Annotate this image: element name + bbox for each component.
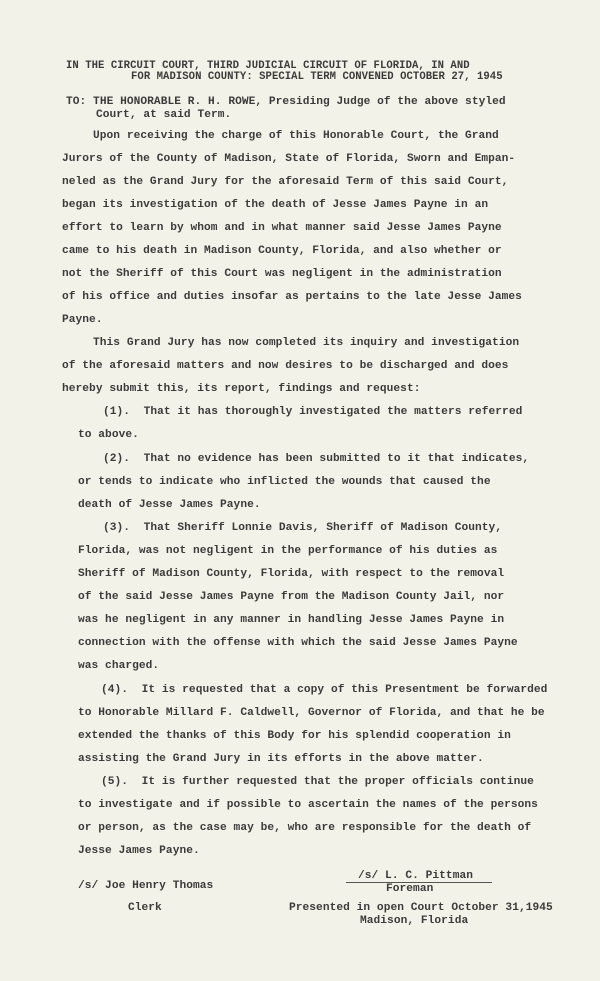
paragraph-line: of the said Jesse James Payne from the Madison County Jail, nor — [78, 591, 505, 603]
paragraph-line: assisting the Grand Jury in its efforts in the above matter. — [78, 753, 484, 765]
paragraph-line: not the Sheriff of this Court was negligent in the administration — [62, 268, 502, 280]
paragraph-line: began its investigation of the death of Jesse James Payne in an — [62, 199, 489, 211]
paragraph-line: of the aforesaid matters and now desires to be discharged and does — [62, 360, 509, 372]
paragraph-line: hereby submit this, its report, findings and request: — [62, 383, 421, 395]
paragraph-line: Upon receiving the charge of this Honorable Court, the Grand — [93, 130, 499, 142]
paragraph-line: Jesse James Payne. — [78, 845, 200, 857]
paragraph-line: Payne. — [62, 314, 103, 326]
paragraph-line: Florida, was not negligent in the performance of his duties as — [78, 545, 498, 557]
paragraph-line: (2). That no evidence has been submitted to it that indicates, — [103, 453, 530, 465]
paragraph-line: effort to learn by whom and in what manner said Jesse James Payne — [62, 222, 502, 234]
presentment-date: Presented in open Court October 31,1945 — [289, 902, 553, 914]
court-header-line-1: IN THE CIRCUIT COURT, THIRD JUDICIAL CIRCUIT OF FLORIDA, IN AND — [66, 60, 470, 72]
paragraph-line: to above. — [78, 429, 139, 441]
paragraph-line: connection with the offense with which the said Jesse James Payne — [78, 637, 518, 649]
paragraph-line: This Grand Jury has now completed its inquiry and investigation — [93, 337, 520, 349]
paragraph-line: neled as the Grand Jury for the aforesaid Term of this said Court, — [62, 176, 509, 188]
foreman-title: Foreman — [386, 883, 434, 895]
paragraph-line: was charged. — [78, 660, 160, 672]
paragraph-line: (5). It is further requested that the proper officials continue — [101, 776, 534, 788]
paragraph-line: was he negligent in any manner in handling Jesse James Payne in — [78, 614, 505, 626]
paragraph-line: death of Jesse James Payne. — [78, 499, 261, 511]
paragraph-line: (4). It is requested that a copy of this Presentment be forwarded — [101, 684, 548, 696]
clerk-signature: /s/ Joe Henry Thomas — [78, 880, 214, 892]
paragraph-line: to investigate and if possible to ascertain the names of the persons — [78, 799, 538, 811]
paragraph-line: to Honorable Millard F. Caldwell, Governor of Florida, and that he be — [78, 707, 545, 719]
addressee-line-2: Court, at said Term. — [96, 109, 232, 121]
addressee-line-1: TO: THE HONORABLE R. H. ROWE, Presiding Judge of the above styled — [66, 96, 506, 108]
paragraph-line: extended the thanks of this Body for his splendid cooperation in — [78, 730, 511, 742]
court-header-line-2: FOR MADISON COUNTY: SPECIAL TERM CONVENED OCTOBER 27, 1945 — [131, 71, 503, 83]
paragraph-line: of his office and duties insofar as pertains to the late Jesse James — [62, 291, 522, 303]
presentment-location: Madison, Florida — [360, 915, 469, 927]
paragraph-line: or tends to indicate who inflicted the wounds that caused the — [78, 476, 491, 488]
paragraph-line: (3). That Sheriff Lonnie Davis, Sheriff of Madison County, — [103, 522, 503, 534]
foreman-signature: /s/ L. C. Pittman — [358, 870, 473, 882]
clerk-title: Clerk — [128, 902, 162, 914]
paragraph-line: (1). That it has thoroughly investigated the matters referred — [103, 406, 523, 418]
paragraph-line: Sheriff of Madison County, Florida, with respect to the removal — [78, 568, 505, 580]
paragraph-line: came to his death in Madison County, Florida, and also whether or — [62, 245, 502, 257]
paragraph-line: or person, as the case may be, who are responsible for the death of — [78, 822, 532, 834]
paragraph-line: Jurors of the County of Madison, State of Florida, Sworn and Empan- — [62, 153, 516, 165]
